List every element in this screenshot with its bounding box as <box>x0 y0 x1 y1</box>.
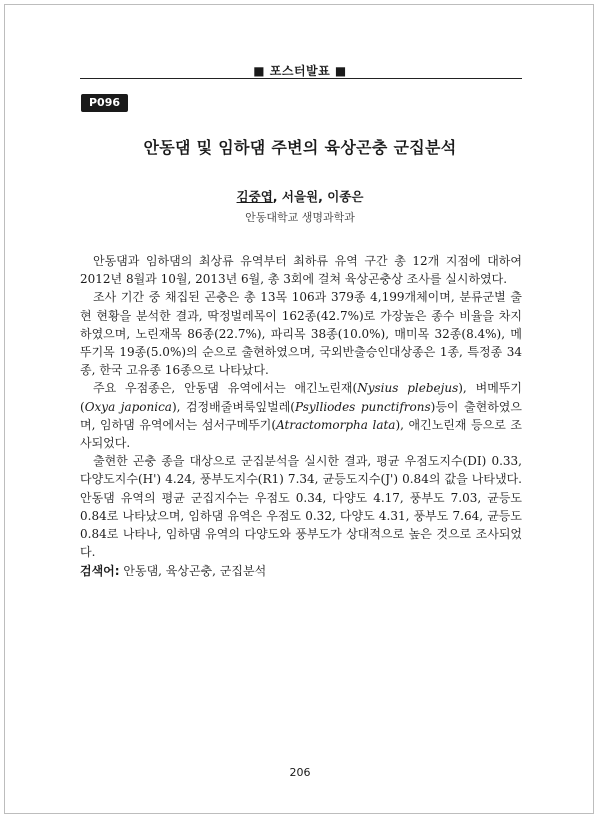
co-authors: 서을원, 이종은 <box>281 189 364 204</box>
species-name: Oxya japonica <box>84 399 172 414</box>
abstract-paragraph: 출현한 곤충 종을 대상으로 군집분석을 실시한 결과, 평균 우점도지수(DI) 0.33, 다양도지수(H') 4.24, 풍부도지수(R1) 7.34, 균등도지수(J') 0.84의 값을 나타냈다. 안동댐 유역의 평균 군집지수는 우점도 0.34, 다양도 4.17, 풍부도 7.03, 균등도 0.84로 나타났으며, 임하댐 유역은 우점도 0.32, 다양도 4.31, 풍부도 7.64, 균등도 0.84로 나타나, 임하댐 유역의 다양도와 풍부도가 상대적으로 높은 것으로 조사되었다. <box>80 454 522 560</box>
author-list <box>0 187 600 205</box>
species-name: Psylliodes punctifrons <box>294 399 431 414</box>
page-number: 206 <box>289 766 311 779</box>
paragraph-text: 주요 우점종은, 안동댐 유역에서는 애긴노린재( <box>93 381 358 396</box>
paragraph-text: ), 검정배줄벼룩잎벌레( <box>171 399 295 414</box>
abstract-paragraph <box>80 379 522 452</box>
author-separator: , <box>272 189 282 204</box>
abstract-paragraph: 안동댐과 임하댐의 최상류 유역부터 최하류 유역 구간 총 12개 지점에 대하여 2012년 8월과 10월, 2013년 6월, 총 3회에 걸쳐 육상곤충상 조사를 실시하였다. <box>80 254 522 287</box>
keywords-line <box>80 562 522 579</box>
paper-title: 안동댐 및 임하댐 주변의 육상곤충 군집분석 <box>143 138 457 157</box>
section-header: ■ 포스터발표 ■ <box>253 64 347 78</box>
presenting-author: 김중엽 <box>236 189 273 204</box>
poster-code-badge: P096 <box>81 94 128 112</box>
species-name: Nysius plebejus <box>357 381 459 396</box>
affiliation: 안동대학교 생명과학과 <box>245 211 355 224</box>
paragraph-text: ), 벼메뚜기( <box>80 381 522 414</box>
abstract-paragraph: 조사 기간 중 채집된 곤충은 총 13목 106과 379종 4,199개체이며, 분류군별 출현 현황을 분석한 결과, 딱정벌레목이 162종(42.7%)로 가장높은 종수 비율을 차지하였으며, 노린재목 86종(22.7%), 파리목 38종(10.0%), 매미목 32종(8.4%), 메뚜기목 19종(5.0%)의 순으로 출현하였으며, 국외반출승인대상종은 1종, 특정종 34종, 한국 고유종 16종으로 나타났다. <box>80 290 522 378</box>
keywords-value: 안동댐, 육상곤충, 군집분석 <box>119 564 267 578</box>
paragraph-text: ), 애긴노린재 등으로 조사되었다. <box>80 417 522 451</box>
paragraph-text: )등이 출현하였으며, 임하댐 유역에서는 섬서구메뚜기( <box>80 399 522 432</box>
abstract-body <box>80 252 522 561</box>
keywords-label: 검색어: <box>80 564 120 578</box>
header-divider <box>80 78 522 79</box>
species-name: Atractomorpha lata <box>276 417 396 432</box>
